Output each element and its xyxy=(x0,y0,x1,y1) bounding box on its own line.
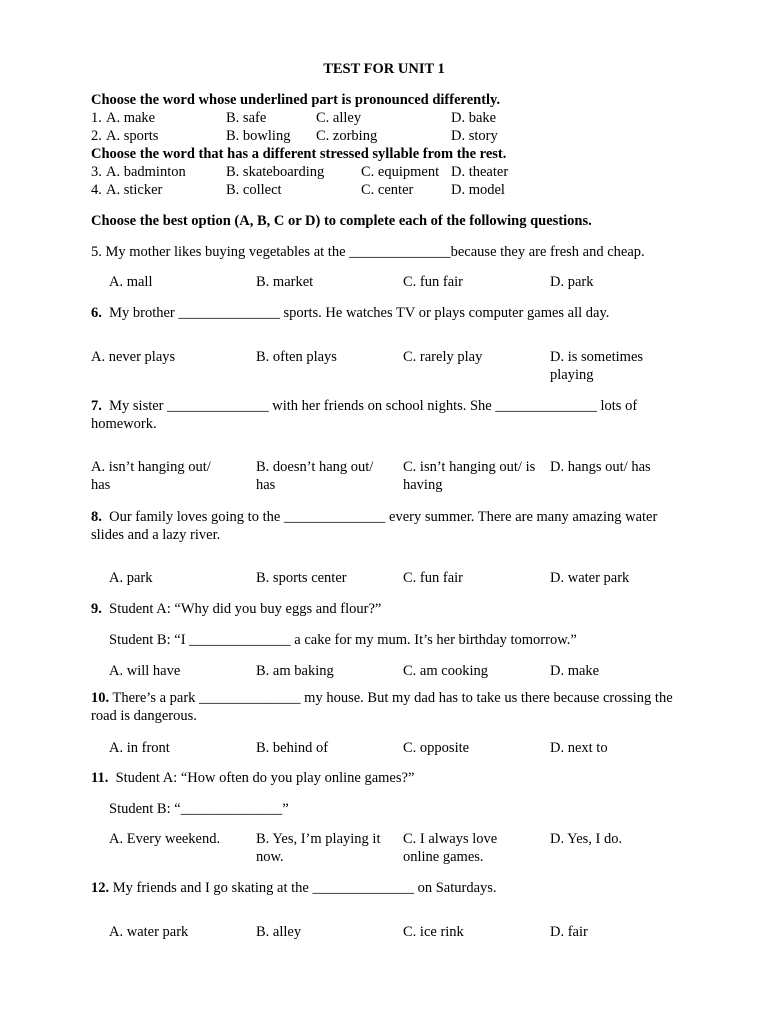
option-a: A. water park xyxy=(109,924,189,940)
option-a: A. make xyxy=(106,110,156,126)
option-c: C. alley xyxy=(316,110,362,126)
option-a: A. park xyxy=(109,570,153,586)
question-11 xyxy=(91,769,414,787)
question-9-reply: Student B: “I ______________ a cake for my mum. It’s her birthday tomorrow.” xyxy=(109,632,577,648)
option-d: D. fair xyxy=(550,924,588,940)
option-a: A. isn’t hanging out/ has xyxy=(91,459,211,493)
option-a: A. mall xyxy=(109,274,153,290)
option-c: C. rarely play xyxy=(403,349,483,365)
option-b: B. bowling xyxy=(226,128,291,144)
option-b: B. skateboarding xyxy=(226,164,325,180)
option-d: D. next to xyxy=(550,740,608,756)
option-d: D. hangs out/ has xyxy=(550,459,651,475)
question-10 xyxy=(91,689,686,725)
option-c: C. fun fair xyxy=(403,570,463,586)
option-c: C. opposite xyxy=(403,740,470,756)
option-b: B. alley xyxy=(256,924,302,940)
option-d: D. bake xyxy=(451,110,497,126)
option-b: B. am baking xyxy=(256,663,334,679)
option-a: A. never plays xyxy=(91,349,176,365)
option-b: B. often plays xyxy=(256,349,337,365)
question-number: 7. xyxy=(91,398,102,414)
option-d: D. water park xyxy=(550,570,630,586)
question-text: My brother ______________ sports. He watches TV or plays computer games all day. xyxy=(109,305,610,321)
question-number: 9. xyxy=(91,601,102,617)
option-b: B. sports center xyxy=(256,570,347,586)
option-d: D. park xyxy=(550,274,594,290)
question-9 xyxy=(91,600,381,618)
section1-heading: Choose the word whose underlined part is pronounced differently. xyxy=(91,92,501,108)
option-b: B. Yes, I’m playing it now. xyxy=(256,831,381,865)
option-a: A. sports xyxy=(106,128,159,144)
question-text: My mother likes buying vegetables at the ______________because they are fresh and cheap. xyxy=(105,244,645,260)
option-d: D. Yes, I do. xyxy=(550,831,623,847)
page-title: TEST FOR UNIT 1 xyxy=(323,61,445,77)
question-12 xyxy=(91,879,497,897)
question-5 xyxy=(91,243,645,261)
option-d: D. is sometimes playing xyxy=(550,349,644,383)
option-b: B. collect xyxy=(226,182,282,198)
question-text: My friends and I go skating at the ______________ on Saturdays. xyxy=(112,880,497,896)
question-number: 5. xyxy=(91,244,102,260)
option-d: D. story xyxy=(451,128,498,144)
question-number: 6. xyxy=(91,305,102,321)
option-d: D. model xyxy=(451,182,505,198)
option-c: C. fun fair xyxy=(403,274,463,290)
question-number: 11. xyxy=(91,770,109,786)
option-d: D. theater xyxy=(451,164,509,180)
option-c: C. zorbing xyxy=(316,128,378,144)
question-text: Student A: “How often do you play online games?” xyxy=(115,770,415,786)
option-d: D. make xyxy=(550,663,600,679)
question-number: 8. xyxy=(91,509,102,525)
row-number: 3. xyxy=(91,164,102,180)
question-text: Student A: “Why did you buy eggs and flour?” xyxy=(109,601,382,617)
option-a: A. in front xyxy=(109,740,170,756)
option-a: A. sticker xyxy=(106,182,163,198)
option-b: B. behind of xyxy=(256,740,329,756)
option-c: C. center xyxy=(361,182,414,198)
section3-heading: Choose the best option (A, B, C or D) to complete each of the following questions. xyxy=(91,213,592,229)
option-c: C. I always love online games. xyxy=(403,831,498,865)
option-b: B. market xyxy=(256,274,314,290)
option-a: A. Every weekend. xyxy=(109,831,221,847)
row-number: 1. xyxy=(91,110,102,126)
question-11-reply: Student B: “______________” xyxy=(109,801,289,817)
option-c: C. am cooking xyxy=(403,663,488,679)
question-7 xyxy=(91,397,681,433)
question-number: 10. xyxy=(91,690,110,706)
question-6 xyxy=(91,304,609,322)
option-b: B. safe xyxy=(226,110,267,126)
option-a: A. will have xyxy=(109,663,181,679)
question-text: My sister ______________ with her friends on school nights. She ______________ lots of homework. xyxy=(91,398,638,432)
option-b: B. doesn’t hang out/ has xyxy=(256,459,374,493)
option-c: C. ice rink xyxy=(403,924,464,940)
question-8 xyxy=(91,508,681,544)
option-c: C. equipment xyxy=(361,164,440,180)
option-a: A. badminton xyxy=(106,164,186,180)
row-number: 2. xyxy=(91,128,102,144)
section2-heading: Choose the word that has a different stressed syllable from the rest. xyxy=(91,146,507,162)
option-c: C. isn’t hanging out/ is having xyxy=(403,459,536,493)
question-number: 12. xyxy=(91,880,110,896)
question-text: There’s a park ______________ my house. But my dad has to take us there because crossing the road is dangerous. xyxy=(91,690,673,724)
row-number: 4. xyxy=(91,182,102,198)
question-text: Our family loves going to the ______________ every summer. There are many amazing water slides and a lazy river. xyxy=(91,509,658,543)
